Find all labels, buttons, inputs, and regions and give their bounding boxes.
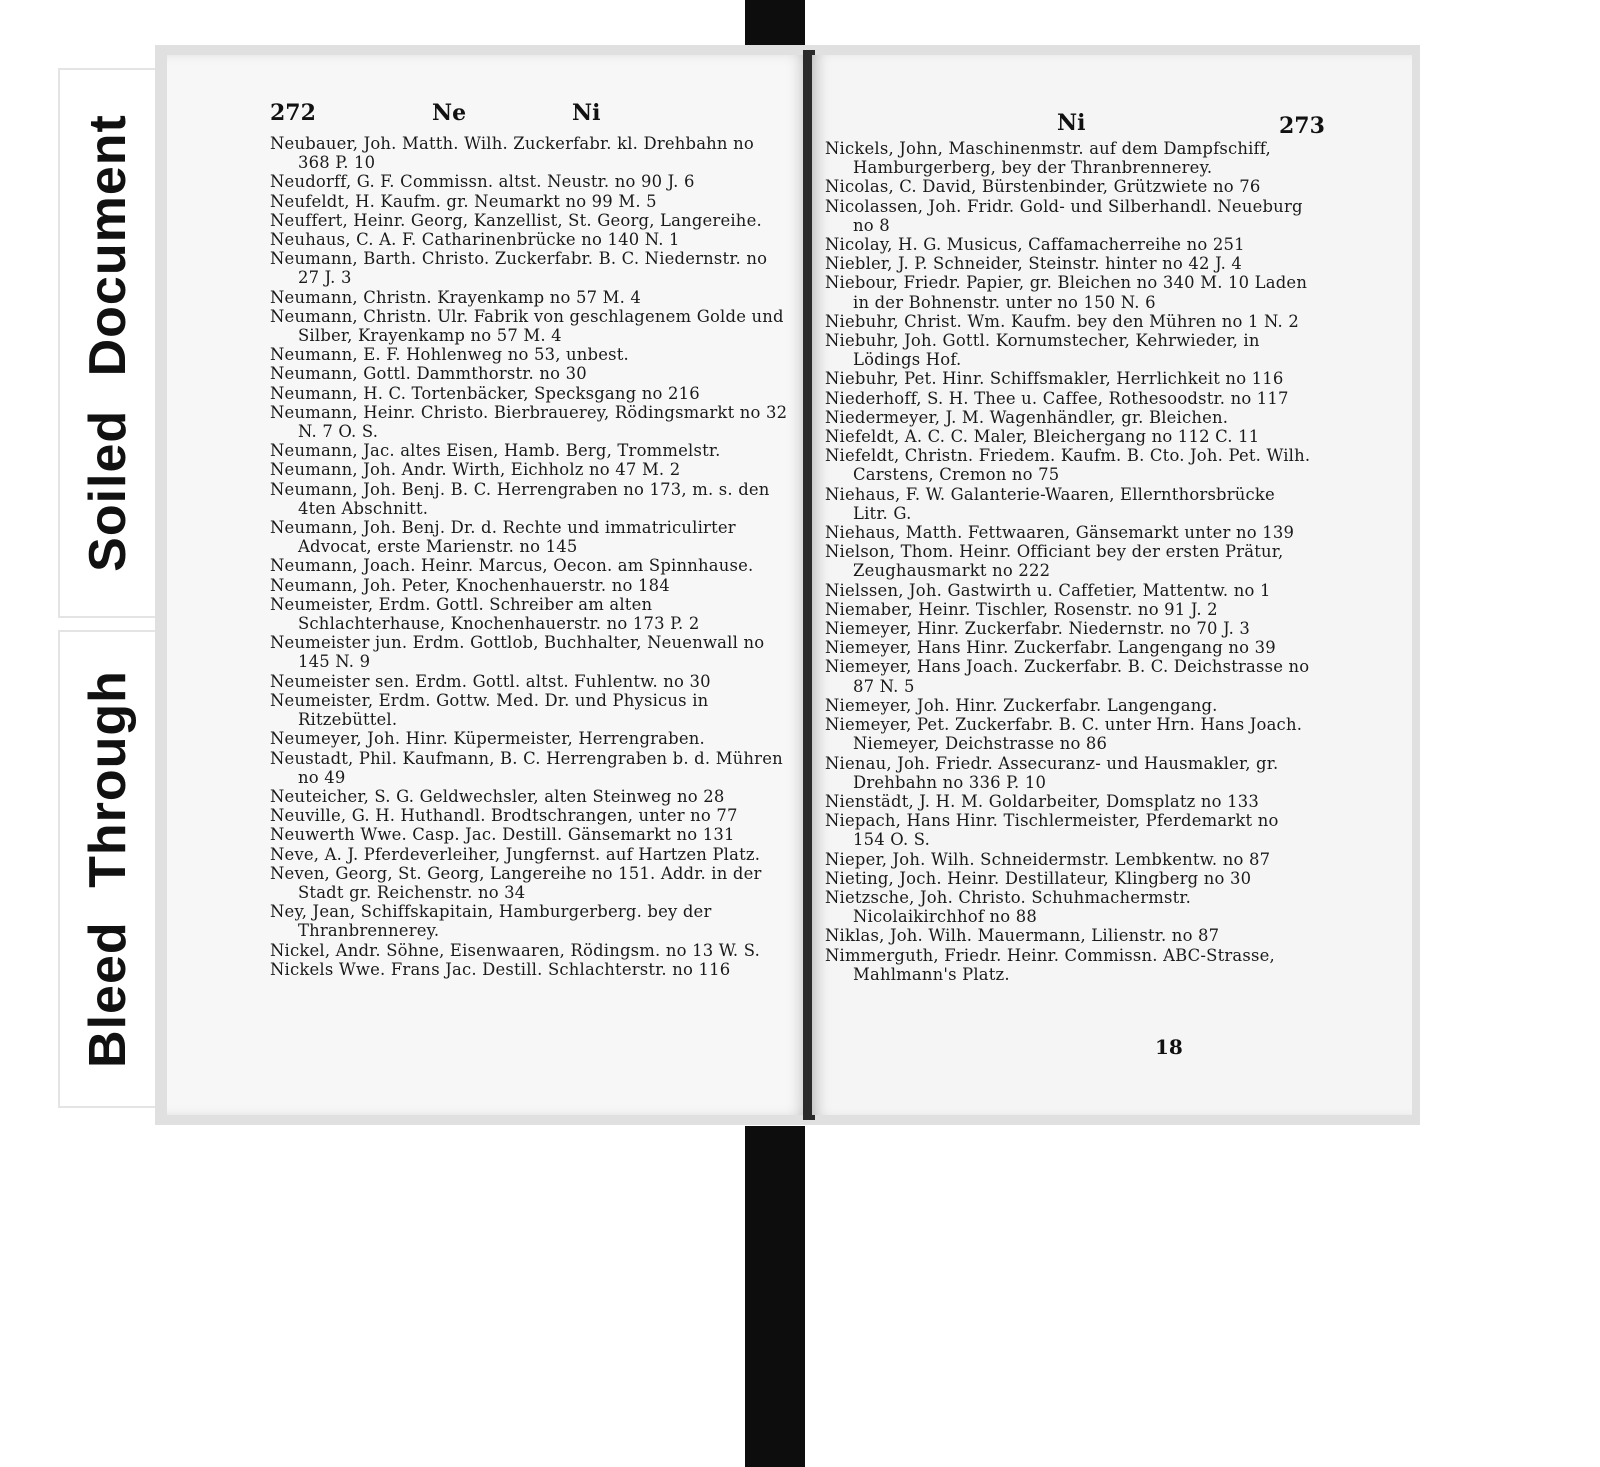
directory-entry: Nickel, Andr. Söhne, Eisenwaaren, Rödingsm. no 13 W. S. xyxy=(270,940,761,960)
directory-entry: Neve, A. J. Pferdeverleiher, Jungfernst. auf Hartzen Platz. xyxy=(270,844,761,864)
directory-entry: Neuteicher, S. G. Geldwechsler, alten Steinweg no 28 xyxy=(270,786,725,806)
directory-entry: Niklas, Joh. Wilh. Mauermann, Lilienstr. no 87 xyxy=(825,926,1220,946)
directory-entry: Neumann, Gottl. Dammthorstr. no 30 xyxy=(270,364,587,384)
directory-entry: Niepach, Hans Hinr. Tischlermeister, Pferdemarkt no 154 O. S. xyxy=(825,811,1279,850)
directory-entry: Nielssen, Joh. Gastwirth u. Caffetier, Mattentw. no 1 xyxy=(825,580,1271,600)
directory-entry: Niedermeyer, J. M. Wagenhändler, gr. Bleichen. xyxy=(825,407,1229,427)
directory-entry: Niederhoff, S. H. Thee u. Caffee, Rothesoodstr. no 117 xyxy=(825,388,1289,408)
directory-entry: Niebour, Friedr. Papier, gr. Bleichen no 340 M. 10 Laden in der Bohnenstr. unter no 150 N. 6 xyxy=(825,273,1308,312)
directory-entry: Neustadt, Phil. Kaufmann, B. C. Herrengraben b. d. Mühren no 49 xyxy=(270,748,783,787)
directory-entry: Neumann, Christn. Krayenkamp no 57 M. 4 xyxy=(270,287,642,307)
directory-entry: Niehaus, F. W. Galanterie-Waaren, Ellernthorsbrücke Litr. G. xyxy=(825,484,1275,523)
directory-entry: Niebuhr, Christ. Wm. Kaufm. bey den Mühren no 1 N. 2 xyxy=(825,311,1299,331)
directory-entry: Neumeister jun. Erdm. Gottlob, Buchhalter, Neuenwall no 145 N. 9 xyxy=(270,633,765,672)
directory-entry: Neuhaus, C. A. F. Catharinenbrücke no 140 N. 1 xyxy=(270,230,680,250)
directory-entry: Nicolas, C. David, Bürstenbinder, Grützwiete no 76 xyxy=(825,177,1261,197)
directory-entry: Neuffert, Heinr. Georg, Kanzellist, St. Georg, Langereihe. xyxy=(270,210,762,230)
binding-tab-bottom xyxy=(745,1126,805,1467)
directory-entry: Niebler, J. P. Schneider, Steinstr. hinter no 42 J. 4 xyxy=(825,254,1243,274)
left-header-ne: Ne xyxy=(432,100,467,126)
directory-entry: Neumann, Joh. Benj. B. C. Herrengraben no 173, m. s. den 4ten Abschnitt. xyxy=(270,479,770,518)
right-page-number: 273 xyxy=(1279,113,1325,139)
page-signature-mark: 18 xyxy=(1155,1035,1183,1059)
directory-entry: Neumann, Joh. Peter, Knochenhauerstr. no 184 xyxy=(270,575,670,595)
right-entries-list xyxy=(825,139,1315,984)
directory-entry: Niehaus, Matth. Fettwaaren, Gänsemarkt unter no 139 xyxy=(825,523,1295,543)
right-header-ni: Ni xyxy=(1057,110,1086,136)
directory-entry: Nietzsche, Joh. Christo. Schuhmachermstr. Nicolaikirchhof no 88 xyxy=(825,887,1192,927)
right-page xyxy=(812,55,1412,1115)
directory-entry: Neumeyer, Joh. Hinr. Küpermeister, Herrengraben. xyxy=(270,729,705,749)
directory-entry: Niemeyer, Joh. Hinr. Zuckerfabr. Langengang. xyxy=(825,695,1218,715)
directory-entry: Nienstädt, J. H. M. Goldarbeiter, Domsplatz no 133 xyxy=(825,791,1260,811)
soiled-document-stamp xyxy=(58,68,158,618)
directory-entry: Nickels Wwe. Frans Jac. Destill. Schlachterstr. no 116 xyxy=(270,959,731,979)
directory-entry: Niemaber, Heinr. Tischler, Rosenstr. no 91 J. 2 xyxy=(825,599,1218,619)
directory-entry: Niemeyer, Hinr. Zuckerfabr. Niedernstr. no 70 J. 3 xyxy=(825,619,1251,639)
bleed-through-stamp xyxy=(58,630,158,1108)
directory-entry: Niefeldt, A. C. C. Maler, Bleichergang no 112 C. 11 xyxy=(825,427,1260,447)
binding-tab-top xyxy=(745,0,805,48)
directory-entry: Nienau, Joh. Friedr. Assecuranz- und Hausmakler, gr. Drehbahn no 336 P. 10 xyxy=(825,753,1279,792)
directory-entry: Neumeister sen. Erdm. Gottl. altst. Fuhlentw. no 30 xyxy=(270,671,711,691)
directory-entry: Niemeyer, Pet. Zuckerfabr. B. C. unter Hrn. Hans Joach. Niemeyer, Deichstrasse no 86 xyxy=(825,715,1303,754)
left-entries-list xyxy=(270,134,790,979)
directory-entry: Neubauer, Joh. Matth. Wilh. Zuckerfabr. kl. Drehbahn no 368 P. 10 xyxy=(270,134,754,173)
directory-entry: Nickels, John, Maschinenmstr. auf dem Dampfschiff, Hamburgerberg, bey der Thranbrennerey. xyxy=(825,139,1271,178)
directory-entry: Nielson, Thom. Heinr. Officiant bey der ersten Prätur, Zeughausmarkt no 222 xyxy=(825,542,1284,581)
directory-entry: Neumann, Joh. Benj. Dr. d. Rechte und immatriculirter Advocat, erste Marienstr. no 145 xyxy=(270,518,736,557)
directory-entry: Niefeldt, Christn. Friedem. Kaufm. B. Cto. Joh. Pet. Wilh. Carstens, Cremon no 75 xyxy=(825,446,1311,485)
directory-entry: Neumann, Heinr. Christo. Bierbrauerey, Rödingsmarkt no 32 N. 7 O. S. xyxy=(270,402,788,442)
left-header-ni: Ni xyxy=(572,100,601,126)
directory-entry: Ney, Jean, Schiffskapitain, Hamburgerberg. bey der Thranbrennerey. xyxy=(270,902,712,941)
directory-entry: Nieper, Joh. Wilh. Schneidermstr. Lembkentw. no 87 xyxy=(825,849,1271,869)
directory-entry: Neumeister, Erdm. Gottl. Schreiber am alten Schlachterhause, Knochenhauerstr. no 173 P. 2 xyxy=(270,594,700,634)
left-page-number: 272 xyxy=(270,100,316,126)
directory-entry: Neumann, Joh. Andr. Wirth, Eichholz no 47 M. 2 xyxy=(270,460,681,480)
directory-entry: Nimmerguth, Friedr. Heinr. Commissn. ABC-Strasse, Mahlmann's Platz. xyxy=(825,945,1275,984)
stamp-lower-label: Bleed Through xyxy=(79,670,137,1068)
directory-entry: Neumann, H. C. Tortenbäcker, Specksgang no 216 xyxy=(270,383,700,403)
directory-entry: Neufeldt, H. Kaufm. gr. Neumarkt no 99 M. 5 xyxy=(270,191,657,211)
directory-entry: Niebuhr, Joh. Gottl. Kornumstecher, Kehrwieder, in Lödings Hof. xyxy=(825,331,1260,370)
directory-entry: Neudorff, G. F. Commissn. altst. Neustr. no 90 J. 6 xyxy=(270,172,695,192)
directory-entry: Niemeyer, Hans Joach. Zuckerfabr. B. C. Deichstrasse no 87 N. 5 xyxy=(825,657,1310,696)
open-book xyxy=(155,45,1420,1125)
directory-entry: Neumann, E. F. Hohlenweg no 53, unbest. xyxy=(270,345,629,365)
directory-entry: Nicolay, H. G. Musicus, Caffamacherreihe no 251 xyxy=(825,235,1245,255)
stamp-upper-label: Soiled Document xyxy=(79,114,137,572)
directory-entry: Neumann, Jac. altes Eisen, Hamb. Berg, Trommelstr. xyxy=(270,441,721,461)
left-page xyxy=(167,55,810,1115)
directory-entry: Neumann, Joach. Heinr. Marcus, Oecon. am Spinnhause. xyxy=(270,556,754,576)
directory-entry: Nieting, Joch. Heinr. Destillateur, Klingberg no 30 xyxy=(825,868,1252,888)
directory-entry: Niebuhr, Pet. Hinr. Schiffsmakler, Herrlichkeit no 116 xyxy=(825,369,1284,389)
directory-entry: Neumann, Christn. Ulr. Fabrik von geschlagenem Golde und Silber, Krayenkamp no 57 M. 4 xyxy=(270,306,784,346)
directory-entry: Nicolassen, Joh. Fridr. Gold- und Silberhandl. Neueburg no 8 xyxy=(825,196,1303,235)
directory-entry: Neven, Georg, St. Georg, Langereihe no 151. Addr. in der Stadt gr. Reichenstr. no 34 xyxy=(270,863,762,902)
directory-entry: Neumann, Barth. Christo. Zuckerfabr. B. C. Niedernstr. no 27 J. 3 xyxy=(270,249,768,288)
directory-entry: Neuwerth Wwe. Casp. Jac. Destill. Gänsemarkt no 131 xyxy=(270,825,735,845)
directory-entry: Neumeister, Erdm. Gottw. Med. Dr. und Physicus in Ritzebüttel. xyxy=(270,690,709,730)
directory-entry: Neuville, G. H. Huthandl. Brodtschrangen, unter no 77 xyxy=(270,806,738,826)
directory-entry: Niemeyer, Hans Hinr. Zuckerfabr. Langengang no 39 xyxy=(825,638,1276,658)
